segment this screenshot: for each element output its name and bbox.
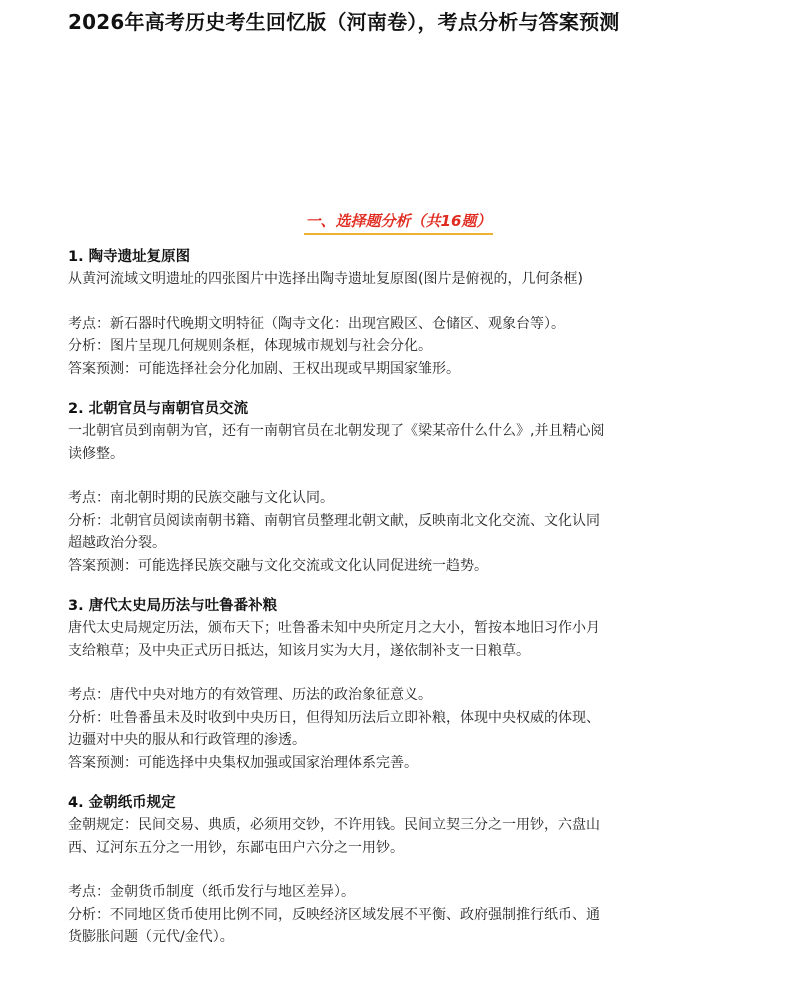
question-title: 3. 唐代太史局历法与吐鲁番补粮 [68,598,278,614]
question-description: 金朝规定：民间交易、典质，必须用交钞，不许用钱。民间立契三分之一用钞，六盘山 [68,817,600,833]
paragraph-gap [68,291,758,313]
question-block [68,792,758,949]
exam-point: 考点：新石器时代晚期文明特征（陶寺文化：出现宫殿区、仓储区、观象台等）。 [68,315,565,332]
question-block [68,595,758,774]
exam-point: 考点：金朝货币制度（纸币发行与地区差异）。 [68,884,355,900]
question-title: 1. 陶寺遗址复原图 [68,249,191,265]
question-title: 2. 北朝官员与南朝官员交流 [68,401,249,417]
question-block [68,246,758,380]
exam-point: 考点：南北朝时期的民族交融与文化认同。 [68,490,334,506]
answer-prediction: 答案预测：可能选择社会分化加剧、王权出现或早期国家雏形。 [68,360,460,377]
analysis-text: 超越政治分裂。 [68,535,166,551]
analysis-text: 边疆对中央的服从和行政管理的渗透。 [68,732,306,748]
answer-prediction: 答案预测：可能选择民族交融与文化交流或文化认同促进统一趋势。 [68,557,488,574]
analysis-text: 分析：吐鲁番虽未及时收到中央历日，但得知历法后立即补粮，体现中央权威的体现、 [68,709,600,726]
exam-point: 考点：唐代中央对地方的有效管理、历法的政治象征意义。 [68,687,432,703]
analysis-text: 分析：图片呈现几何规则条框，体现城市规划与社会分化。 [68,338,432,354]
question-block [68,398,758,577]
question-description: 读修整。 [68,445,124,462]
question-description: 西、辽河东五分之一用钞，东鄙屯田户六分之一用钞。 [68,839,404,856]
question-description: 支给粮草；及中央正式历日抵达，知该月实为大月，遂依制补支一日粮草。 [68,642,530,659]
section-heading [0,211,797,235]
analysis-text: 分析：不同地区货币使用比例不同，反映经济区域发展不平衡、政府强制推行纸币、通 [68,906,600,923]
answer-prediction: 答案预测：可能选择中央集权加强或国家治理体系完善。 [68,754,418,771]
question-title: 4. 金朝纸币规定 [68,795,176,811]
question-description: 唐代太史局规定历法，颁布天下；吐鲁番未知中央所定月之大小，暂按本地旧习作小月 [68,620,600,636]
question-description: 从黄河流域文明遗址的四张图片中选择出陶寺遗址复原图(图片是俯视的，几何条框) [68,271,583,287]
analysis-text: 分析：北朝官员阅读南朝书籍、南朝官员整理北朝文献，反映南北文化交流、文化认同 [68,512,600,529]
questions-list [68,246,758,967]
page-title: 2026年高考历史考生回忆版（河南卷），考点分析与答案预测 [68,10,620,34]
section-heading-text: 一、选择题分析（共16题） [304,211,494,235]
question-description: 一北朝官员到南朝为官，还有一南朝官员在北朝发现了《梁某帝什么什么》,并且精心阅 [68,423,605,439]
analysis-text: 货膨胀问题（元代/金代）。 [68,929,234,945]
paragraph-gap [68,465,758,487]
paragraph-gap [68,859,758,881]
paragraph-gap [68,662,758,684]
